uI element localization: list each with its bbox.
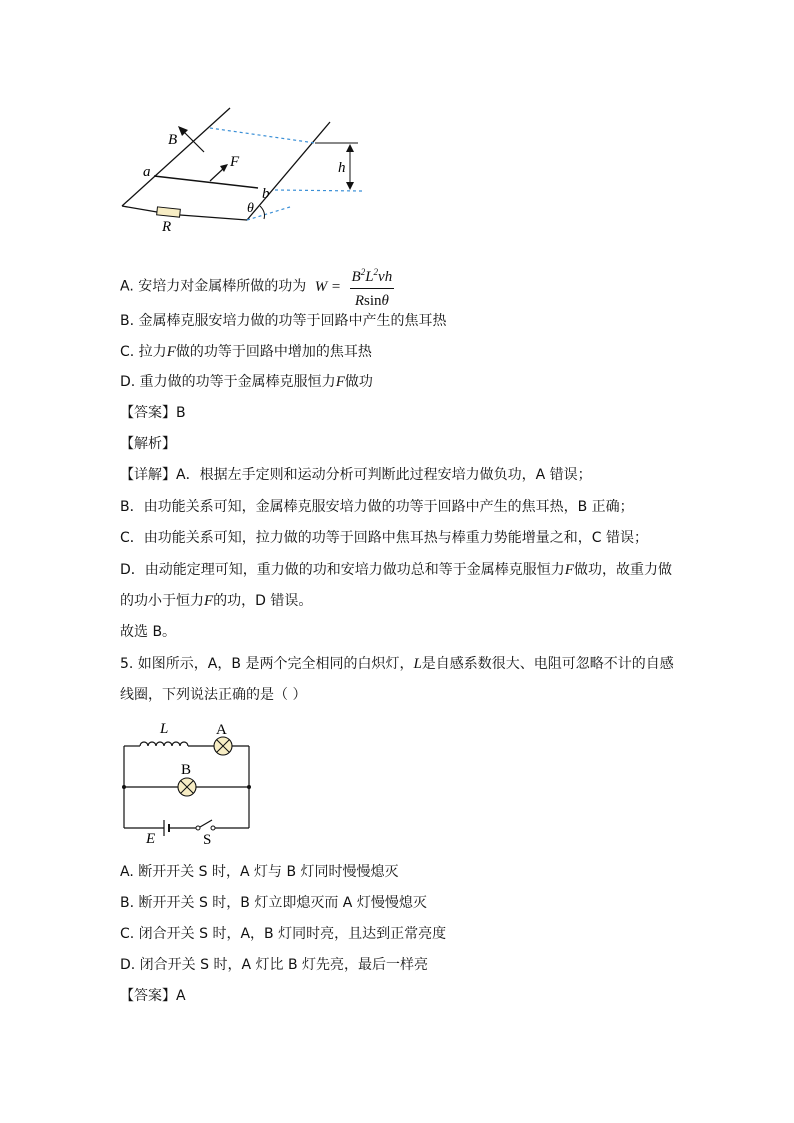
label-a: a	[143, 164, 151, 180]
q4-detail-1: 【详解】A．根据左手定则和运动分析可判断此过程安培力做负功，A 错误；	[120, 467, 592, 483]
label-r: R	[162, 219, 172, 235]
lamp-a	[214, 737, 232, 755]
label-l: L	[160, 721, 169, 737]
label-lamp-b: B	[181, 762, 192, 778]
work-formula: $\frac{B^2L^2vh}{Rsin\theta}$	[350, 262, 395, 311]
label-s: S	[203, 832, 212, 848]
q5-answer: 【答案】A	[120, 988, 186, 1004]
inclined-rails-figure	[110, 100, 380, 240]
q5-option-d: D. 闭合开关 S 时，A 灯比 B 灯先亮，最后一样亮	[120, 957, 428, 973]
label-h: h	[338, 160, 346, 176]
q4-detail-4: D．由动能定理可知，重力做的功和安培力做功总和等于金属棒克服恒力F做功，故重力做	[120, 562, 672, 578]
q5-option-b: B. 断开开关 S 时，B 灯立即熄灭而 A 灯慢慢熄灭	[120, 895, 427, 911]
q4-analysis-heading: 【解析】	[120, 436, 176, 452]
q4-option-d: D. 重力做的功等于金属棒克服恒力F做功	[120, 374, 373, 390]
q5-stem-line-1: 5. 如图所示，A，B 是两个完全相同的白炽灯，L是自感系数很大、电阻可忽略不计的自感	[120, 656, 674, 672]
q4-option-b: B. 金属棒克服安培力做的功等于回路中产生的焦耳热	[120, 313, 447, 329]
circuit-figure	[112, 712, 262, 848]
label-b: b	[262, 186, 270, 202]
q4-conclusion: 故选 B。	[120, 624, 177, 640]
label-theta: θ	[247, 201, 254, 216]
label-e: E	[146, 831, 156, 847]
label-force-f: F	[230, 154, 240, 170]
lamp-b	[178, 778, 196, 796]
label-lamp-a: A	[216, 722, 227, 738]
inductor-coil	[140, 742, 188, 746]
q5-option-a: A. 断开开关 S 时，A 灯与 B 灯同时慢慢熄灭	[120, 864, 399, 880]
q4-option-c: C. 拉力F做的功等于回路中增加的焦耳热	[120, 344, 372, 360]
switch-s	[200, 820, 212, 827]
q4-detail-2: B．由功能关系可知，金属棒克服安培力做的功等于回路中产生的焦耳热，B 正确；	[120, 499, 634, 515]
metal-rod-ab	[154, 176, 258, 188]
q4-answer: 【答案】B	[120, 405, 186, 421]
q5-option-c: C. 闭合开关 S 时，A，B 灯同时亮，且达到正常亮度	[120, 926, 447, 942]
q4-option-a: A. 安培力对金属棒所做的功为 W = $\frac{B^2L^2vh}{Rsin\theta}$	[120, 262, 394, 311]
q4-detail-5: 的功小于恒力F的功，D 错误。	[120, 593, 313, 609]
q4-detail-3: C．由功能关系可知，拉力做的功等于回路中焦耳热与棒重力势能增量之和，C 错误；	[120, 530, 648, 546]
resistor-r	[157, 207, 181, 217]
q5-stem-line-2: 线圈，下列说法正确的是（ ）	[120, 687, 307, 703]
label-b-field: B	[168, 132, 178, 148]
